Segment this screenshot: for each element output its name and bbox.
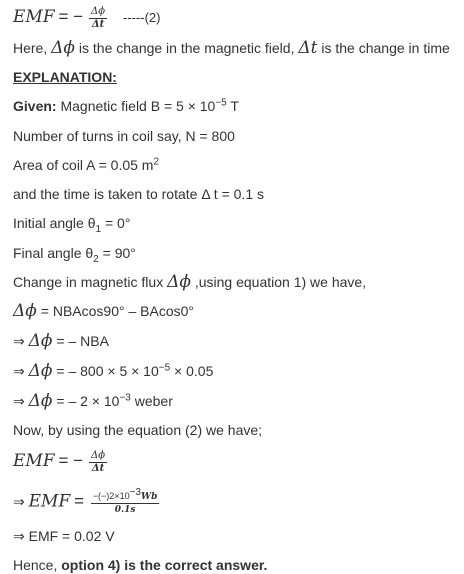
step-2: ⇒ Δϕ = – NBA [13, 331, 109, 351]
fraction: $\frac{-(-)2\times 10^{-3}Wb}{0.1s}$ [92, 487, 158, 515]
emf-formula-mid: EMF = − $\frac{\Delta\phi}{\Delta t}$ [13, 450, 106, 474]
emf-substitution: ⇒ EMF = $\frac{-(-)2\times 10^{-3}Wb}{0.1s}$ [13, 487, 158, 515]
explanation-heading: EXPLANATION: [13, 69, 117, 85]
initial-angle-line: Initial angle $\theta_1 = 0^\circ$ [13, 215, 131, 235]
now-line: Now, by using the equation (2) we have; [13, 422, 263, 438]
conclusion-line: Hence, option 4) is the correct answer. [13, 557, 268, 573]
turns-line: Number of turns in coil say, N = 800 [13, 128, 235, 144]
fraction: $\frac{\Delta\phi}{\Delta t}$ [91, 6, 106, 30]
step-1: Δϕ = NBAcos90° – BAcos0° [13, 301, 194, 321]
flux-change-line: Change in magnetic flux Δϕ ,using equation 1) we have, [13, 272, 367, 292]
fraction: $\frac{\Delta\phi}{\Delta t}$ [91, 450, 106, 474]
final-angle-line: Final angle $\theta_2 = 90^\circ$ [13, 245, 136, 265]
area-line: Area of coil A = 0.05 $m^2$ [13, 156, 160, 173]
result-line: ⇒ EMF = 0.02 V [13, 528, 115, 544]
time-line: and the time is taken to rotate Δ t = 0.1 s [13, 186, 264, 202]
given-line: Given: Magnetic field $B = 5 \times 10^{-5}$ T [13, 97, 239, 114]
emf-formula-top: EMF = − $\frac{\Delta\phi}{\Delta t}$ -----(2) [13, 6, 161, 30]
definition-line: Here, Δϕ is the change in the magnetic field, Δt is the change in time [13, 38, 450, 58]
step-3: ⇒ Δϕ = – $800 \times 5 \times 10^{-5} \times 0.05$ [13, 361, 214, 381]
step-4: ⇒ Δϕ = – $2 \times 10^{-3}$ weber [13, 391, 173, 411]
